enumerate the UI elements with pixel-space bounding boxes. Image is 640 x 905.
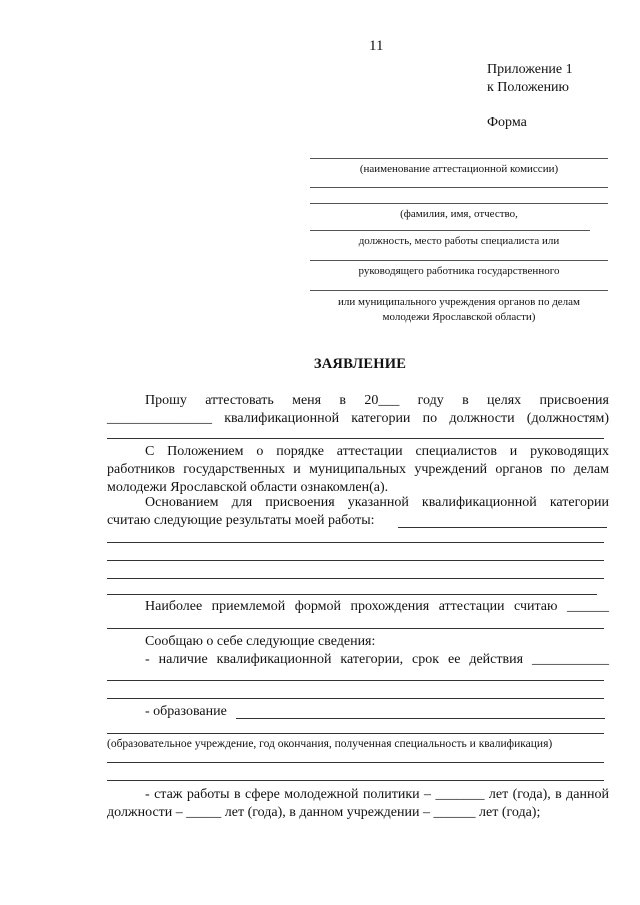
request-line-2: _______________ квалификационной категории по должности (должностям)	[107, 411, 609, 426]
fill-line-results-inline	[398, 527, 607, 528]
fill-line-results-1	[107, 542, 604, 543]
addressee-line-4	[310, 260, 608, 261]
applicant-caption-3: руководящего работника государственного	[358, 265, 560, 277]
commission-name-line	[310, 158, 608, 159]
fill-line-results-3	[107, 578, 604, 579]
addressee-line-1	[310, 187, 608, 188]
form-label: Форма	[487, 115, 527, 130]
fill-line-category-2	[107, 698, 604, 699]
request-line-1: Прошу аттестовать меня в 20___ году в целях присвоения	[145, 393, 609, 408]
addressee-line-3	[310, 230, 590, 231]
fill-line-education-3	[107, 780, 604, 781]
acknowledgement-paragraph: С Положением о порядке аттестации специалистов и руководящих работников государственных и муниципальных учреждений органов по делам молодежи Ярославской области ознакомлен(а).	[107, 444, 609, 495]
fill-line-education-1	[107, 733, 604, 734]
fill-line-education-2	[107, 762, 604, 763]
fill-line-form	[107, 628, 604, 629]
appendix-label: Приложение 1	[487, 62, 573, 77]
page-number: 11	[369, 38, 384, 54]
basis-line-1: Основанием для присвоения указанной квалификационной категории	[145, 495, 609, 510]
education-caption: (образовательное учреждение, год окончания, полученная специальность и квалификация)	[107, 738, 553, 750]
regulation-label: к Положению	[487, 80, 570, 95]
basis-line-2: считаю следующие результаты моей работы:	[107, 513, 375, 528]
document-title: ЗАЯВЛЕНИЕ	[313, 356, 407, 372]
applicant-caption-1: (фамилия, имя, отчество,	[400, 208, 518, 220]
fill-line-education-inline	[236, 718, 605, 719]
category-line: - наличие квалификационной категории, срок ее действия ___________	[145, 652, 609, 667]
education-label: - образование	[145, 704, 227, 719]
applicant-caption-5: молодежи Ярославской области)	[382, 311, 536, 323]
attestation-form-line: Наиболее приемлемой формой прохождения аттестации считаю ______	[145, 599, 609, 614]
applicant-caption-4: или муниципального учреждения органов по делам	[337, 296, 581, 308]
fill-line-category-1	[107, 680, 604, 681]
fill-line-position	[107, 438, 604, 439]
info-intro: Сообщаю о себе следующие сведения:	[145, 634, 376, 649]
experience-paragraph: - стаж работы в сфере молодежной политики – _______ лет (года), в данной должности – _____ лет (года), в данном учреждении – ______ лет (года);	[107, 787, 609, 820]
fill-line-results-2	[107, 560, 604, 561]
fill-line-results-4	[107, 594, 597, 595]
applicant-caption-2: должность, место работы специалиста или	[358, 235, 560, 247]
addressee-line-2	[310, 203, 608, 204]
addressee-line-5	[310, 290, 608, 291]
commission-caption: (наименование аттестационной комиссии)	[359, 163, 559, 175]
